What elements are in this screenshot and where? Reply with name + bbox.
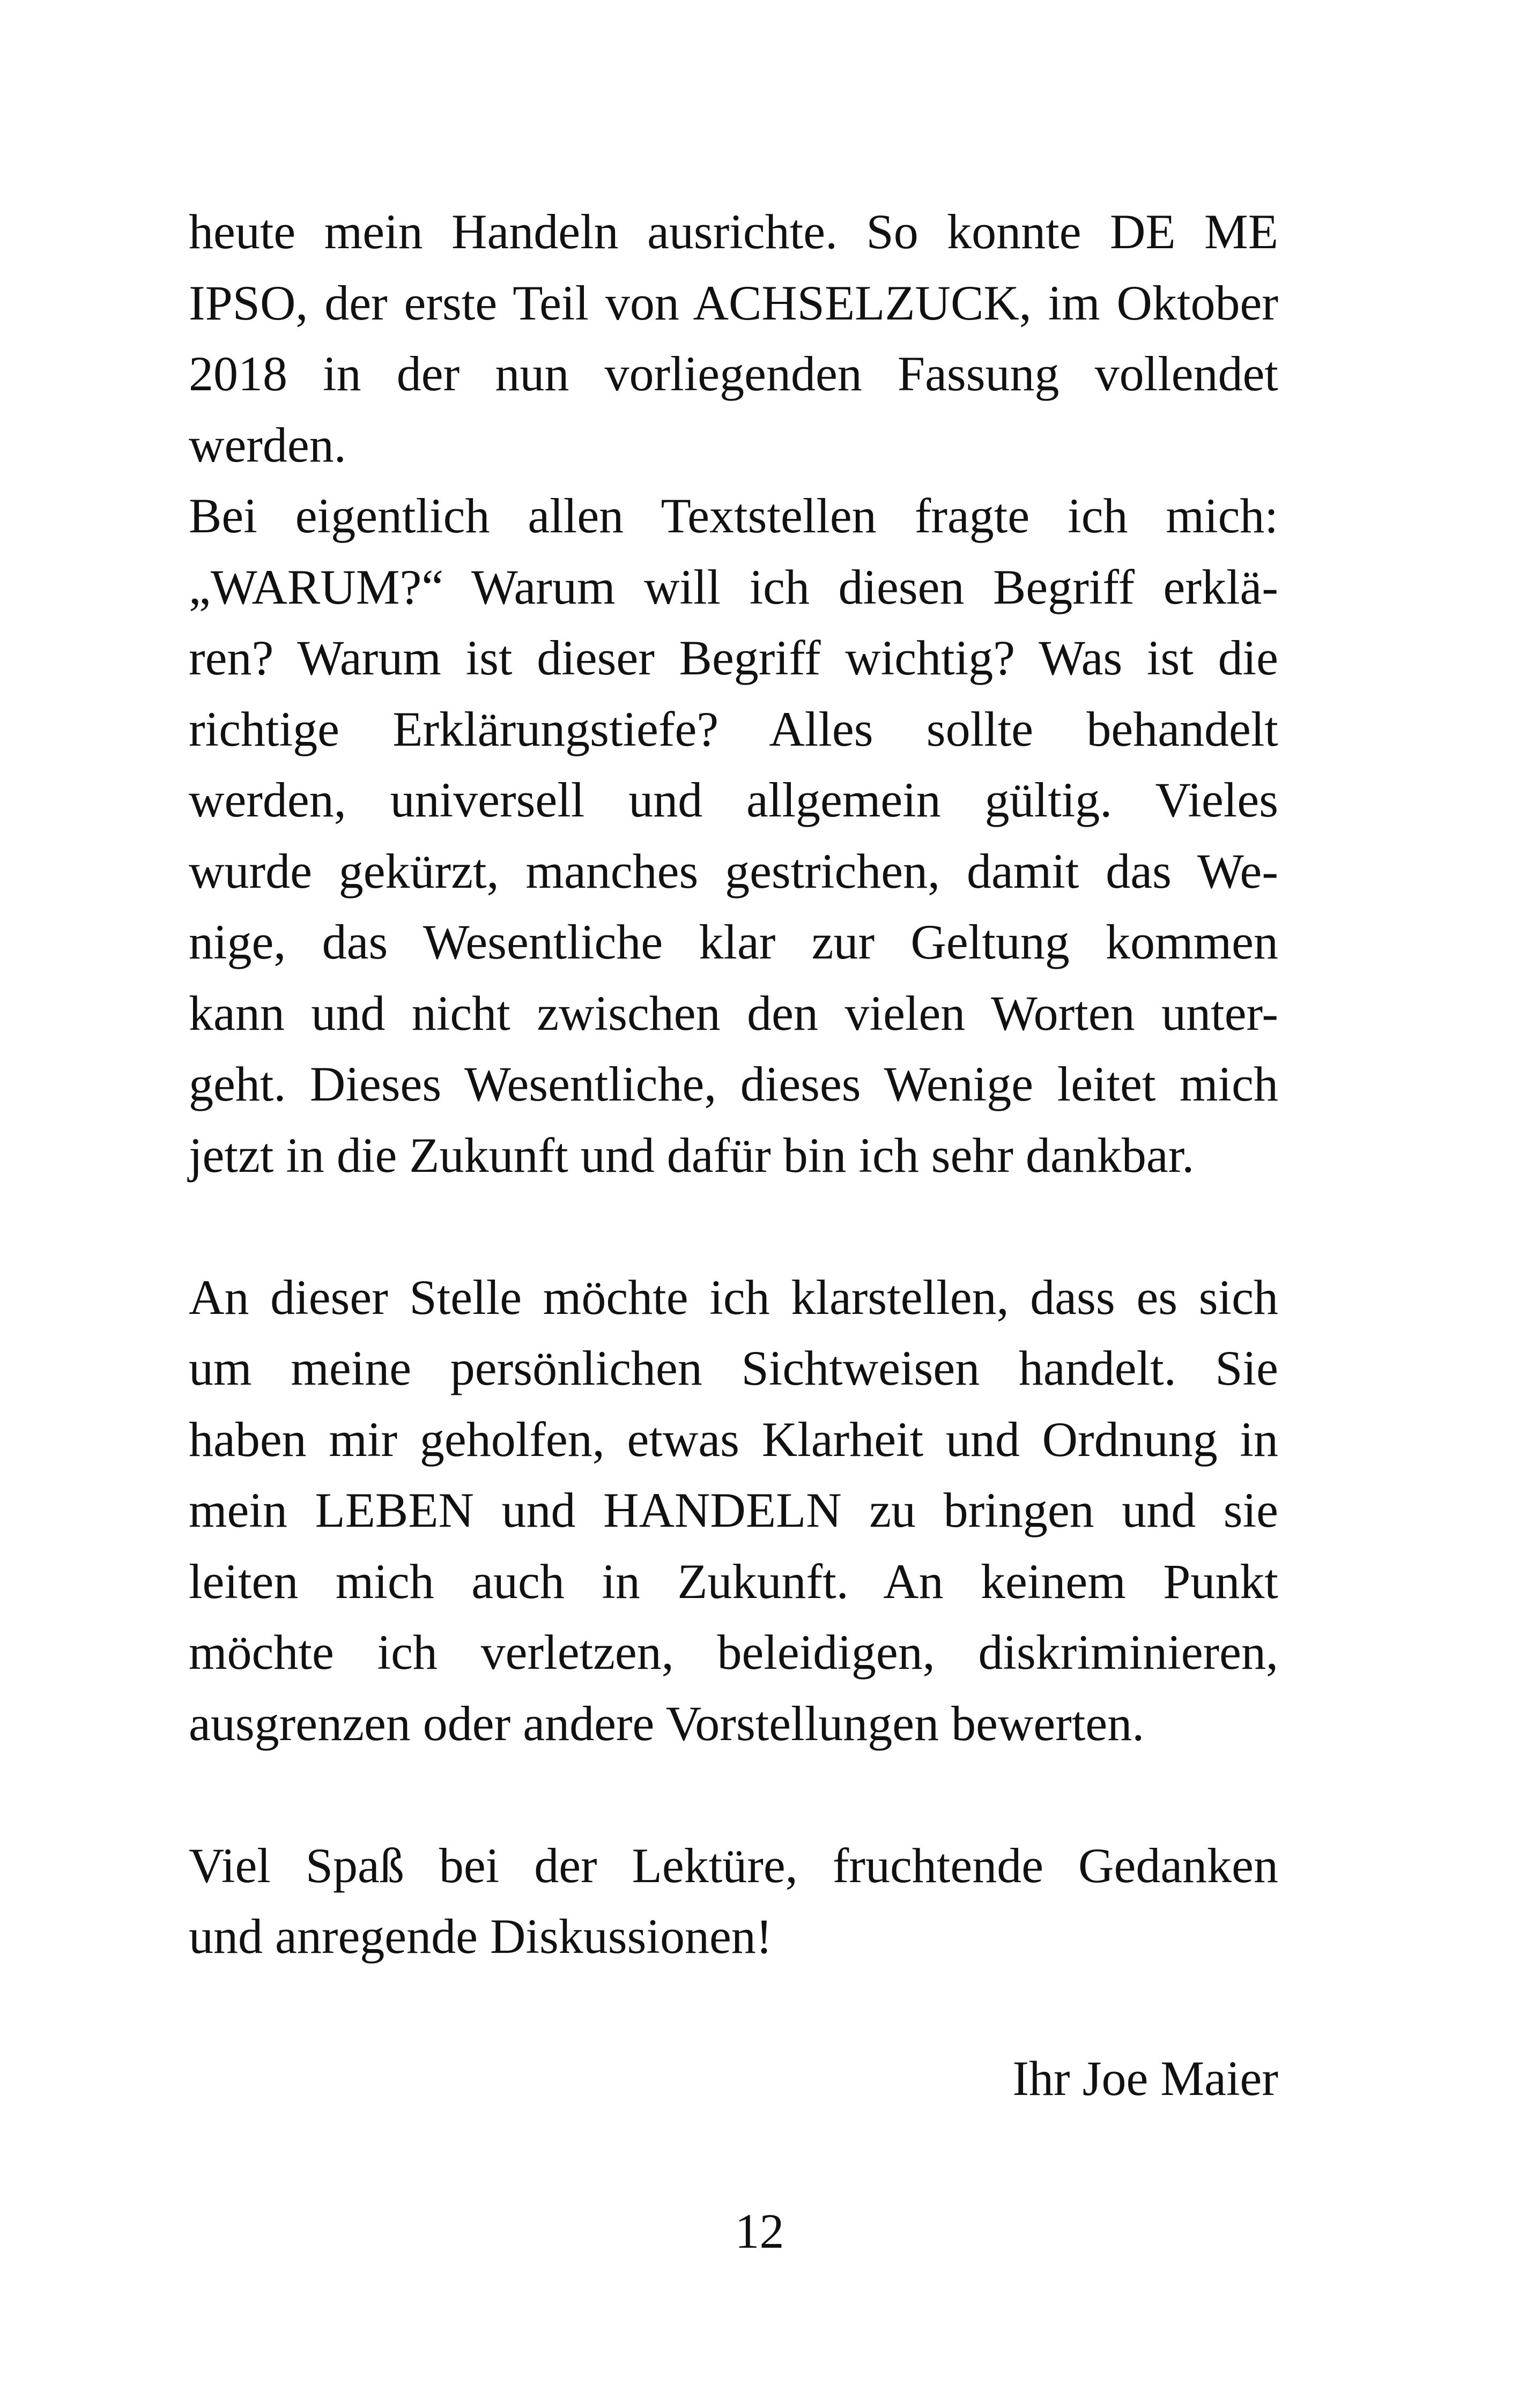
text-line: nige, das Wesentliche klar zur Geltung kommen [189,915,1278,969]
text-line: um meine persönlichen Sichtweisen handelt. Sie [189,1341,1278,1395]
text-line: ausgrenzen oder andere Vorstellungen bewerten. [189,1696,1145,1751]
paragraph-gap [189,1972,1278,2043]
text-line: und anregende Diskussionen! [189,1909,773,1964]
text-line: Viel Spaß bei der Lektüre, fruchtende Gedanken [189,1838,1278,1893]
text-line: richtige Erklärungstiefe? Alles sollte behandelt [189,701,1278,756]
text-line: 2018 in der nun vorliegenden Fassung vollendet [189,346,1278,401]
text-line: IPSO, der erste Teil von ACHSELZUCK, im Oktober [189,275,1278,330]
text-line: wurde gekürzt, manches gestrichen, damit das We- [189,843,1278,898]
text-line: An dieser Stelle möchte ich klarstellen, dass es sich [189,1269,1278,1325]
text-line: werden. [189,417,346,472]
text-line: heute mein Handeln ausrichte. So konnte DE ME [189,204,1278,259]
text-line: werden, universell und allgemein gültig. Vieles [189,772,1278,827]
signature: Ihr Joe Maier [1012,2051,1278,2106]
text-line: möchte ich verletzen, beleidigen, diskriminieren, [189,1625,1278,1679]
body-text [189,196,1278,2114]
text-line: jetzt in die Zukunft und dafür bin ich sehr dankbar. [189,1127,1195,1183]
text-line: haben mir geholfen, etwas Klarheit und Ordnung in [189,1411,1278,1467]
page-number: 12 [735,2204,784,2258]
text-line: Bei eigentlich allen Textstellen fragte ich mich: [189,488,1278,543]
text-line: „WARUM?“ Warum will ich diesen Begriff erklä- [189,559,1278,614]
paragraph-gap [189,1191,1278,1262]
paragraph-gap [189,1759,1278,1830]
text-line: leiten mich auch in Zukunft. An keinem Punkt [189,1554,1278,1609]
text-line: geht. Dieses Wesentliche, dieses Wenige leitet mich [189,1057,1278,1111]
text-line: ren? Warum ist dieser Begriff wichtig? Was ist die [189,630,1278,685]
text-line: mein LEBEN und HANDELN zu bringen und sie [189,1483,1278,1537]
text-line: kann und nicht zwischen den vielen Worten unter- [189,985,1278,1041]
